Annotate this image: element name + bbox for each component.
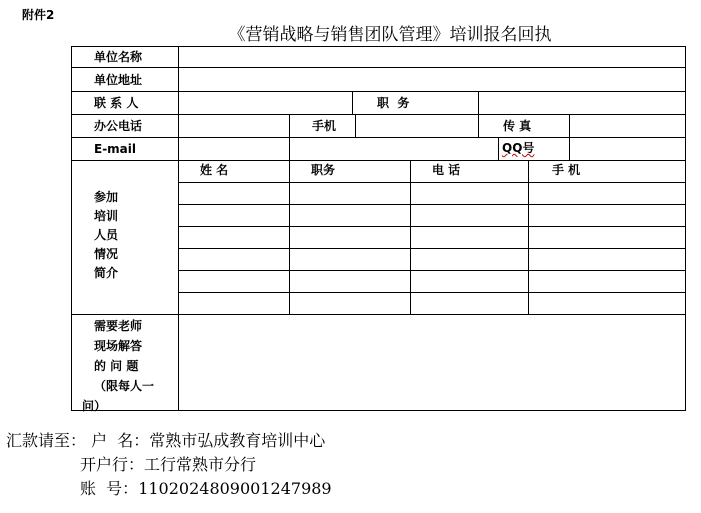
row-divider xyxy=(72,91,685,92)
position-label: 职 务 xyxy=(377,96,410,110)
grid-line xyxy=(179,182,685,183)
cell-line xyxy=(498,137,499,160)
cell-line xyxy=(478,114,479,137)
questions-label-line: 的 问 题 xyxy=(94,359,139,373)
remit-label: 汇款请至： xyxy=(6,431,87,450)
cell-line xyxy=(478,91,479,114)
participants-label xyxy=(94,188,118,283)
account-name: 常熟市弘成教育培训中心 xyxy=(149,431,326,450)
grid-line xyxy=(179,248,685,249)
email-label: E-mail xyxy=(94,142,137,156)
account-number-line xyxy=(80,477,332,501)
participants-label-line: 人员 xyxy=(94,228,119,242)
cell-line xyxy=(289,114,290,160)
participants-label-line: 培训 xyxy=(94,209,119,223)
grid-line xyxy=(179,226,685,227)
questions-label xyxy=(82,316,155,416)
header-name: 姓 名 xyxy=(200,163,229,177)
account-number-label: 账 号： xyxy=(80,479,139,498)
header-phone: 电 话 xyxy=(432,163,461,177)
row-divider xyxy=(72,160,685,161)
row-divider xyxy=(72,114,685,115)
questions-label-line: （限每人一 xyxy=(94,379,155,393)
participants-label-line: 参加 xyxy=(94,190,119,204)
grid-line xyxy=(179,292,685,293)
unit-name-label: 单位名称 xyxy=(94,50,143,64)
questions-label-line: 问） xyxy=(82,399,107,413)
page-title: 《营销战略与销售团队管理》培训报名回执 xyxy=(228,25,552,45)
office-phone-label: 办公电话 xyxy=(94,119,143,133)
row-divider xyxy=(72,314,685,315)
grid-line xyxy=(410,160,411,314)
cell-line xyxy=(352,91,353,114)
unit-address-label: 单位地址 xyxy=(94,73,143,87)
mobile-label: 手机 xyxy=(312,119,337,133)
cell-line xyxy=(569,114,570,160)
qq-label: QQ号 xyxy=(502,141,535,155)
questions-label-line: 需要老师 xyxy=(94,319,143,333)
grid-line xyxy=(528,160,529,314)
account-number: 1102024809001247989 xyxy=(138,479,332,498)
contact-label: 联 系 人 xyxy=(94,96,139,110)
registration-form xyxy=(71,46,686,411)
cell-line xyxy=(355,114,356,137)
bank-line xyxy=(80,453,256,477)
header-position: 职务 xyxy=(311,163,336,177)
participants-label-line: 简介 xyxy=(94,266,119,280)
label-column-line xyxy=(178,47,179,410)
attachment-label: 附件2 xyxy=(22,8,55,22)
grid-line xyxy=(179,270,685,271)
grid-line xyxy=(289,160,290,314)
header-mobile: 手 机 xyxy=(552,163,581,177)
bank-name: 工行常熟市分行 xyxy=(144,455,257,474)
row-divider xyxy=(72,67,685,68)
bank-label: 开户行： xyxy=(80,455,145,474)
account-name-label: 户 名： xyxy=(91,431,150,450)
participants-label-line: 情况 xyxy=(94,247,119,261)
fax-label: 传 真 xyxy=(503,119,532,133)
questions-label-line: 现场解答 xyxy=(94,339,143,353)
row-divider xyxy=(72,137,685,138)
remit-line xyxy=(6,429,325,453)
grid-line xyxy=(179,204,685,205)
